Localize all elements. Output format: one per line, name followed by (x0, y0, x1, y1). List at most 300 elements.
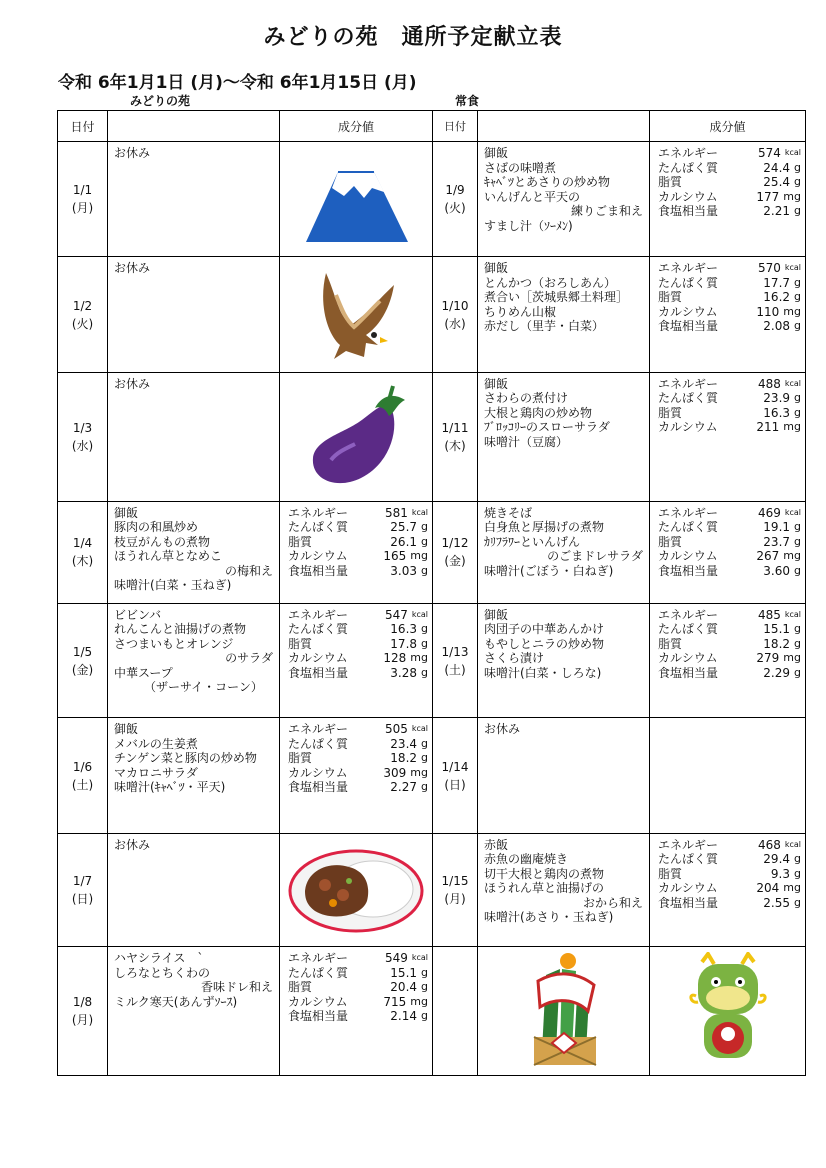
nutrient-label: エネルギー (288, 722, 349, 737)
date-cell (433, 501, 478, 603)
dish-item: のごまドレサラダ (547, 549, 643, 564)
nutrient-fat (288, 751, 428, 766)
dish-item: 御飯 (484, 607, 509, 622)
nutrient-salt (288, 666, 428, 681)
dish-cell (108, 718, 280, 833)
nutrient-calcium (658, 305, 801, 320)
nutrient-unit: g (794, 895, 801, 909)
dish-item: ｷｬﾍﾞﾂとあさりの炒め物 (484, 175, 611, 189)
menu-row (58, 833, 806, 946)
nutrient-label: エネルギー (658, 607, 719, 622)
dish-item: ビビンバ (114, 607, 162, 622)
dish-item: もやしとニラの炒め物 (484, 636, 605, 651)
nutrient-value: 2.14 (390, 1009, 418, 1024)
nutrient-calcium (288, 549, 428, 564)
nutrient-value: 279 (756, 651, 780, 666)
dish-item: ミルク寒天(あんずｿｰｽ) (114, 994, 238, 1009)
dish-item: 香味ドレ和え (200, 980, 273, 995)
dish-item: いんげんと平天の (484, 189, 581, 204)
nutrient-fat (288, 980, 428, 995)
nutrient-value: 469 (757, 505, 781, 520)
nutrition-cell (650, 501, 806, 603)
dish-item: 赤飯 (484, 837, 509, 852)
nutrient-unit: g (794, 636, 801, 650)
date: 1/4 (72, 536, 93, 551)
nutrient-value: 2.29 (763, 665, 791, 680)
nutrition-cell (280, 603, 433, 717)
nutrient-fat (658, 535, 801, 550)
dish-item: さくら漬け (484, 651, 545, 666)
nutrient-unit: kcal (784, 148, 801, 157)
dish-cell (108, 833, 280, 946)
nutrient-label: 脂質 (288, 636, 313, 651)
nutrient-unit: g (794, 391, 801, 405)
menu-period: 令和 6年1月1日 (月)〜令和 6年1月15日 (月) (58, 73, 417, 93)
dish-cell (478, 603, 650, 717)
nutrient-label: 食塩相当量 (658, 204, 719, 218)
nutrient-unit: g (421, 980, 428, 994)
nutrient-unit: g (421, 665, 428, 679)
date-header-2: 日付 (433, 111, 478, 142)
dish-item: れんこんと油揚げの煮物 (114, 622, 247, 637)
nutrient-value: 485 (757, 607, 781, 622)
dish-item: のサラダ (225, 651, 273, 666)
nutrient-protein (658, 520, 801, 535)
nutrient-value: 2.27 (390, 780, 418, 795)
day-of-week: (日) (71, 892, 94, 907)
date-cell (58, 257, 108, 372)
nutrient-value: 715 (383, 994, 407, 1009)
date-cell (58, 142, 108, 257)
nutrition-cell (650, 833, 806, 946)
nutrient-label: 脂質 (658, 405, 683, 420)
date: 1/6 (72, 759, 93, 774)
dish-cell (108, 501, 280, 603)
nutrient-value: 23.9 (763, 391, 791, 406)
menu-header-2 (478, 111, 650, 142)
dish-item: 味噌汁(ごぼう・白ねぎ) (484, 563, 614, 578)
nutrient-calcium (288, 995, 428, 1010)
dish-item: 味噌汁(ｷｬﾍﾞﾂ・平天) (114, 780, 226, 795)
dish-item: 煮合い［茨城県郷土料理］ (484, 290, 629, 305)
illustration-cell (280, 372, 433, 501)
dish-item: ハヤシライス ` (114, 951, 204, 966)
dish-item: 味噌汁（豆腐） (484, 434, 569, 449)
dish-item: 豚肉の和風炒め (114, 520, 199, 535)
nutrient-label: カルシウム (658, 420, 718, 435)
nutrient-unit: g (421, 636, 428, 650)
nutrient-label: たんぱく質 (288, 736, 349, 751)
nutrient-label: たんぱく質 (658, 622, 719, 637)
nutrient-label: カルシウム (658, 304, 718, 319)
nutrient-unit: g (794, 520, 801, 534)
nutrient-label: 脂質 (288, 751, 313, 766)
nutrient-value: 25.4 (763, 175, 791, 189)
date-cell (433, 833, 478, 946)
nutrient-value: 18.2 (763, 636, 791, 651)
nutrient-unit: kcal (784, 378, 801, 388)
dish-item: 御飯 (484, 376, 509, 391)
nutrient-protein (658, 276, 801, 291)
nutrient-value: 2.08 (763, 319, 791, 334)
nutrition-cell (650, 718, 806, 833)
nutrient-unit: g (794, 852, 801, 866)
dish-cell (478, 372, 650, 501)
nutrition-cell (280, 501, 433, 603)
nutrient-label: カルシウム (658, 549, 718, 564)
date: 1/11 (441, 420, 469, 435)
nutrient-label: 脂質 (658, 866, 683, 881)
dish-item: 御飯 (484, 261, 509, 276)
nutrient-value: 2.55 (763, 895, 791, 910)
nutrient-label: カルシウム (658, 651, 718, 666)
nutrient-value: 547 (384, 607, 408, 622)
dish-item: （ザーサイ・コーン） (144, 680, 263, 695)
nutrient-label: エネルギー (658, 376, 719, 391)
nutrient-fat (658, 637, 801, 652)
nutrient-energy (288, 951, 428, 966)
nutrient-value: 110 (756, 304, 780, 319)
nutrient-salt (288, 564, 428, 579)
nutrition-cell (280, 947, 433, 1076)
dish-item: 赤魚の幽庵焼き (484, 852, 569, 867)
nutrient-salt (658, 666, 801, 681)
nutrient-unit: mg (783, 189, 801, 203)
dish-cell (478, 142, 650, 257)
nutrient-label: 食塩相当量 (658, 563, 719, 578)
day-of-week: (火) (71, 316, 94, 331)
date: 1/14 (441, 759, 469, 774)
date: 1/5 (72, 644, 93, 659)
nutrient-unit: g (794, 534, 801, 548)
date: 1/1 (72, 183, 93, 198)
dish-cell (108, 603, 280, 717)
nutrient-value: 23.4 (390, 736, 418, 751)
nutrient-protein (288, 737, 428, 752)
date: 1/15 (441, 874, 469, 889)
nutrient-salt (288, 1009, 428, 1024)
dish-item: の梅和え (224, 563, 273, 578)
mount-fuji-icon (298, 152, 414, 246)
dish-item: 御飯 (114, 722, 139, 737)
page-title: みどりの苑 通所予定献立表 (263, 25, 563, 50)
nutrient-value: 204 (756, 881, 780, 896)
nutrient-label: 食塩相当量 (658, 665, 719, 680)
dish-item: しろなとちくわの (114, 965, 211, 980)
nutrient-calcium (288, 651, 428, 666)
date-cell (433, 142, 478, 257)
dish-item: マカロニサラダ (114, 765, 198, 780)
nutrient-label: 食塩相当量 (658, 895, 719, 910)
dish-item: おから和え (582, 895, 643, 910)
dish-item: さわらの煮付け (484, 391, 569, 406)
nutrient-label: カルシウム (658, 881, 718, 896)
nutrient-protein (288, 622, 428, 637)
dish-item: チンゲン菜と豚肉の炒め物 (114, 751, 257, 766)
nutrient-label: 脂質 (288, 534, 313, 549)
nutrient-unit: kcal (411, 953, 428, 963)
nutrient-unit: kcal (784, 839, 801, 849)
nutrient-value: 570 (757, 261, 781, 276)
nutrient-value: 16.3 (763, 405, 791, 420)
nutrient-unit: kcal (411, 609, 428, 619)
nutrient-unit: g (421, 563, 428, 577)
nutrient-unit: g (421, 534, 428, 548)
dish-item: 中華スープ (114, 665, 173, 680)
nutrient-value: 18.2 (390, 751, 418, 766)
nutrient-unit: g (794, 622, 801, 636)
dish-item: 切干大根と鶏肉の煮物 (484, 866, 605, 881)
nutrient-label: エネルギー (658, 146, 719, 160)
nutrient-energy (658, 261, 801, 276)
nutrient-calcium (288, 766, 428, 781)
nutrient-protein (658, 391, 801, 406)
nutrient-unit: kcal (411, 724, 428, 734)
nutrient-value: 549 (384, 951, 408, 966)
nutrient-fat (658, 290, 801, 305)
nutrient-unit: mg (783, 420, 801, 434)
nutrition-cell (650, 257, 806, 372)
nutrient-unit: g (421, 751, 428, 765)
nutrition-cell (650, 372, 806, 501)
nutrient-unit: g (794, 275, 801, 289)
nutrient-unit: mg (410, 549, 428, 563)
nutrient-label: たんぱく質 (658, 520, 719, 535)
nutrient-value: 19.1 (763, 520, 791, 535)
dish-cell (478, 257, 650, 372)
date-cell (58, 603, 108, 717)
nutrient-salt (658, 896, 801, 911)
nutrient-label: カルシウム (288, 994, 348, 1009)
nutrient-label: エネルギー (288, 951, 349, 966)
nutrient-unit: mg (783, 881, 801, 895)
dish-item: お休み (114, 376, 151, 391)
nutrient-label: エネルギー (658, 261, 719, 276)
dish-cell (108, 257, 280, 372)
nutrient-unit: mg (410, 765, 428, 779)
nutrient-label: たんぱく質 (658, 852, 719, 867)
nutrient-unit: mg (410, 651, 428, 665)
date-cell (433, 603, 478, 717)
nutrient-calcium (658, 190, 801, 205)
nutrient-fat (288, 535, 428, 550)
date: 1/9 (445, 183, 465, 198)
nutrient-fat (288, 637, 428, 652)
dish-item: さばの味噌煮 (484, 160, 557, 175)
dish-item: 赤だし（里芋・白菜） (484, 319, 605, 334)
nutrient-label: たんぱく質 (658, 160, 719, 175)
menu-row (58, 501, 806, 603)
nutrient-unit: g (794, 160, 801, 174)
nutrient-unit: g (421, 622, 428, 636)
day-of-week: (木) (444, 438, 466, 453)
nutrient-energy (288, 608, 428, 623)
nutrient-protein (288, 520, 428, 535)
nutrient-value: 17.7 (763, 275, 791, 290)
dish-item: ほうれん草と油揚げの (484, 881, 605, 896)
day-of-week: (金) (444, 554, 466, 569)
nutrient-unit: g (794, 563, 801, 577)
nutrient-label: エネルギー (288, 607, 349, 622)
nutrient-energy (658, 506, 801, 521)
nutrient-label: 脂質 (658, 175, 683, 189)
nutrition-cell (650, 603, 806, 717)
nutrient-label: エネルギー (288, 505, 349, 520)
illustration-cell (280, 833, 433, 946)
menu-row (58, 603, 806, 717)
nutrient-unit: g (794, 290, 801, 304)
dish-item: 白身魚と厚揚げの煮物 (484, 520, 605, 535)
nutrient-label: エネルギー (658, 837, 719, 852)
nutrient-unit: g (794, 405, 801, 419)
day-of-week: (土) (71, 777, 94, 792)
nutrient-value: 17.8 (390, 636, 418, 651)
dish-item: ほうれん草となめこ (114, 549, 223, 564)
date-header: 日付 (58, 111, 108, 142)
nutrient-value: 16.2 (763, 290, 791, 305)
dish-cell (108, 947, 280, 1076)
nutrient-value: 23.7 (763, 534, 791, 549)
nutrients-header-2: 成分値 (650, 111, 806, 142)
nutrient-salt (658, 204, 801, 219)
nutrient-label: 食塩相当量 (288, 563, 349, 578)
nutrient-energy (288, 506, 428, 521)
menu-header (108, 111, 280, 142)
nutrient-unit: mg (783, 651, 801, 665)
day-of-week: (月) (71, 201, 94, 216)
date: 1/10 (441, 298, 469, 313)
nutrient-label: エネルギー (658, 505, 719, 520)
dragon-icon (688, 952, 768, 1070)
dish-item: メバルの生姜煮 (114, 736, 198, 751)
nutrient-value: 20.4 (390, 980, 418, 995)
dish-item: ちりめん山椒 (484, 304, 557, 319)
dish-item: 枝豆がんもの煮物 (114, 534, 211, 549)
dish-item: 味噌汁(白菜・しろな) (484, 665, 602, 680)
dish-item: 御飯 (484, 146, 509, 160)
nutrient-calcium (658, 420, 801, 435)
dish-item: 練りごま和え (570, 204, 643, 218)
nutrient-unit: g (421, 736, 428, 750)
nutrient-value: 24.4 (763, 160, 791, 175)
nutrients-header: 成分値 (280, 111, 433, 142)
nutrient-label: 脂質 (658, 290, 683, 305)
dish-cell (108, 372, 280, 501)
day-of-week: (木) (71, 554, 94, 569)
date: 1/7 (72, 874, 93, 889)
nutrient-value: 3.60 (763, 563, 791, 578)
dish-cell (478, 718, 650, 833)
nutrient-label: カルシウム (288, 765, 348, 780)
day-of-week: (水) (444, 316, 466, 331)
nutrient-label: 食塩相当量 (288, 780, 349, 795)
dish-item: 肉団子の中華あんかけ (484, 622, 605, 637)
kadomatsu-icon (516, 951, 612, 1071)
nutrient-label: カルシウム (288, 651, 348, 666)
nutrient-label: たんぱく質 (288, 965, 349, 980)
nutrient-unit: g (421, 965, 428, 979)
nutrient-energy (658, 377, 801, 392)
nutrient-unit: g (421, 1009, 428, 1023)
nutrient-label: 食塩相当量 (658, 319, 719, 334)
nutrient-value: 3.28 (390, 665, 418, 680)
nutrient-fat (658, 867, 801, 882)
day-of-week: (土) (444, 662, 466, 677)
nutrient-label: 食塩相当量 (288, 665, 349, 680)
nutrient-unit: g (794, 204, 801, 217)
date: 1/13 (441, 644, 469, 659)
dish-item: ｶﾘﾌﾗﾜｰといんげん (484, 534, 581, 549)
dish-item: さつまいもとオレンジ (114, 636, 234, 651)
nutrient-value: 15.1 (763, 622, 791, 637)
header-row (58, 111, 806, 142)
nutrient-label: たんぱく質 (658, 391, 719, 406)
day-of-week: (日) (444, 777, 466, 792)
nutrient-energy (658, 608, 801, 623)
nutrient-calcium (658, 651, 801, 666)
dish-item: 味噌汁(白菜・玉ねぎ) (114, 578, 232, 593)
nutrient-label: カルシウム (658, 189, 718, 204)
nutrient-unit: kcal (784, 507, 801, 517)
date: 1/8 (72, 995, 93, 1010)
dish-item: 焼きそば (484, 505, 533, 520)
nutrient-value: 211 (756, 420, 780, 435)
nutrient-protein (288, 966, 428, 981)
date-cell (433, 372, 478, 501)
date-cell (433, 718, 478, 833)
nutrient-value: 267 (756, 549, 780, 564)
date-cell (58, 718, 108, 833)
nutrient-label: たんぱく質 (658, 275, 719, 290)
day-of-week: (月) (444, 892, 466, 907)
illustration-cell (280, 257, 433, 372)
menu-row (58, 372, 806, 501)
menu-row (58, 718, 806, 833)
nutrient-unit: g (794, 175, 801, 188)
date: 1/2 (72, 298, 93, 313)
nutrient-calcium (658, 881, 801, 896)
nutrient-fat (658, 175, 801, 190)
nutrient-fat (658, 406, 801, 421)
nutrient-unit: kcal (411, 507, 428, 517)
nutrition-cell (650, 142, 806, 257)
nutrient-label: 脂質 (658, 636, 683, 651)
dish-item: ﾌﾞﾛｯｺﾘｰのスローサラダ (484, 420, 610, 435)
nutrient-salt (658, 564, 801, 579)
date-cell (58, 833, 108, 946)
nutrient-value: 128 (383, 651, 407, 666)
nutrient-label: 脂質 (288, 980, 313, 995)
nutrient-energy (658, 146, 801, 161)
date-cell (58, 947, 108, 1076)
eggplant-icon (301, 382, 411, 492)
dish-cell (478, 501, 650, 603)
date-cell (58, 501, 108, 603)
nutrient-value: 16.3 (390, 622, 418, 637)
menu-row (58, 142, 806, 257)
nutrient-value: 25.7 (390, 520, 418, 535)
nutrient-salt (288, 780, 428, 795)
nutrient-salt (658, 319, 801, 334)
dish-item: お休み (114, 261, 151, 276)
dish-cell (478, 833, 650, 946)
nutrition-cell (280, 718, 433, 833)
nutrient-value: 505 (384, 722, 408, 737)
nutrient-unit: g (794, 665, 801, 679)
nutrient-protein (658, 161, 801, 176)
nutrient-value: 574 (757, 146, 781, 160)
dish-item: 御飯 (114, 505, 139, 520)
